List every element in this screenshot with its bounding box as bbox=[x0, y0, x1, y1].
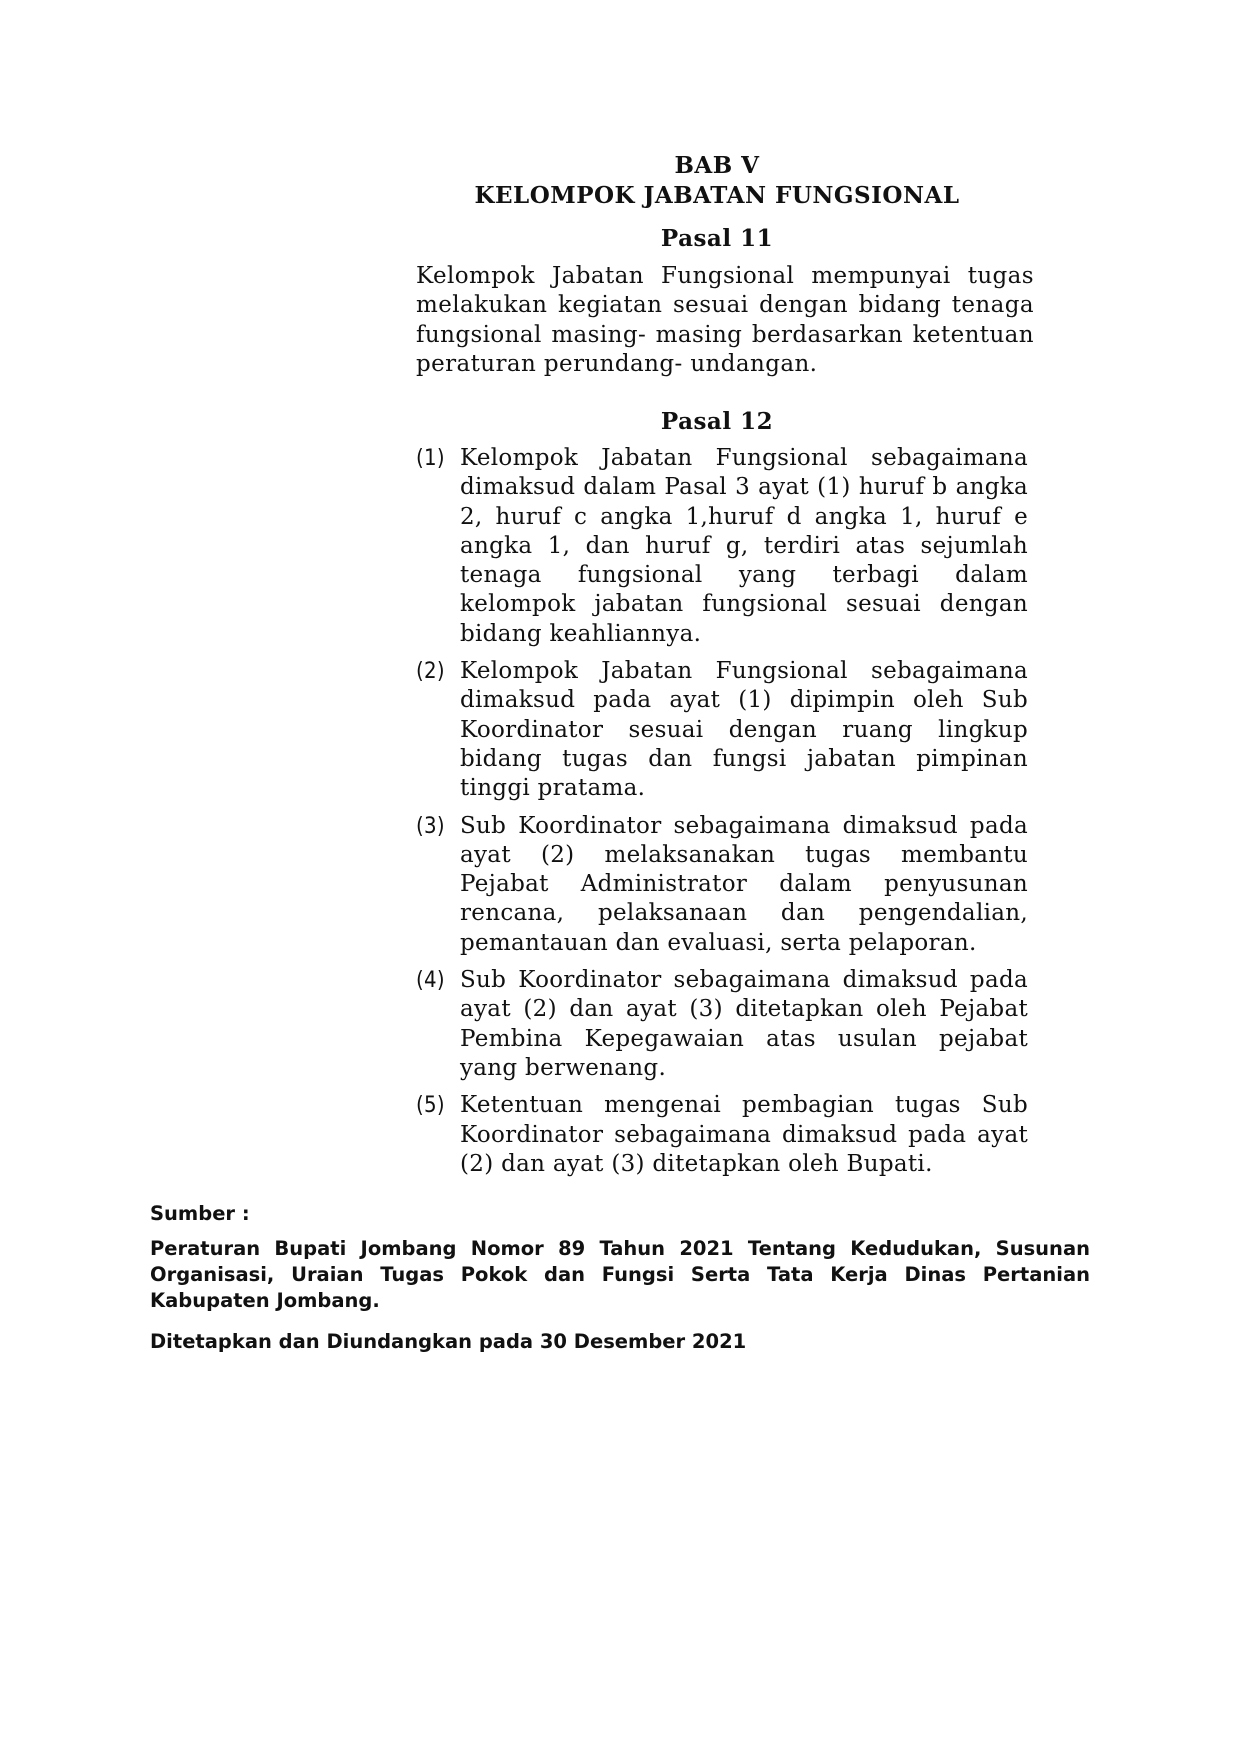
article-12-heading: Pasal 12 bbox=[660, 408, 774, 435]
source-label: Sumber : bbox=[150, 1202, 250, 1225]
clause-text: Sub Koordinator sebagaimana dimaksud pada ayat (2) melaksanakan tugas membantu Pejabat Administrator dalam penyusunan rencana, pelaksanaan dan pengendalian, pemantauan dan evaluasi, serta pelaporan. bbox=[460, 812, 1028, 956]
clause-number: (5) bbox=[416, 1093, 445, 1119]
chapter-title: KELOMPOK JABATAN FUNGSIONAL bbox=[474, 182, 960, 209]
clause-text: Sub Koordinator sebagaimana dimaksud pada ayat (2) dan ayat (3) ditetapkan oleh Pejabat Pembina Kepegawaian atas usulan pejabat yang berwenang. bbox=[460, 967, 1028, 1081]
clause-text: Kelompok Jabatan Fungsional sebagaimana dimaksud dalam Pasal 3 ayat (1) huruf b angka 2, huruf c angka 1,huruf d angka 1, huruf e angka 1, dan huruf g, terdiri atas sejumlah tenaga fungsional yang terbagi dalam kelompok jabatan fungsional sesuai dengan bidang keahliannya. bbox=[460, 445, 1028, 647]
clause-item bbox=[416, 1091, 1028, 1179]
clause-item bbox=[416, 444, 1028, 649]
source-citation: Peraturan Bupati Jombang Nomor 89 Tahun 2021 Tentang Kedudukan, Susunan Organisasi, Uraian Tugas Pokok dan Fungsi Serta Tata Kerja Dinas Pertanian Kabupaten Jombang. bbox=[150, 1237, 1090, 1312]
article-12-clauses bbox=[416, 444, 1028, 1187]
clause-text: Kelompok Jabatan Fungsional sebagaimana dimaksud pada ayat (1) dipimpin oleh Sub Koordinator sesuai dengan ruang lingkup bidang tugas dan fungsi jabatan pimpinan tinggi pratama. bbox=[460, 658, 1028, 802]
chapter-number: BAB V bbox=[674, 152, 760, 179]
clause-text: Ketentuan mengenai pembagian tugas Sub Koordinator sebagaimana dimaksud pada ayat (2) dan ayat (3) ditetapkan oleh Bupati. bbox=[460, 1092, 1028, 1177]
article-11-text: Kelompok Jabatan Fungsional mempunyai tugas melakukan kegiatan sesuai dengan bidang tenaga fungsional masing- masing berdasarkan ketentuan peraturan perundang- undangan. bbox=[416, 263, 1034, 377]
clause-item bbox=[416, 812, 1028, 958]
clause-item bbox=[416, 966, 1028, 1083]
clause-number: (3) bbox=[416, 813, 445, 839]
article-11-heading: Pasal 11 bbox=[660, 225, 774, 252]
clause-number: (2) bbox=[416, 659, 445, 685]
clause-number: (4) bbox=[416, 968, 445, 994]
clause-item bbox=[416, 657, 1028, 803]
clause-number: (1) bbox=[416, 446, 445, 471]
source-date: Ditetapkan dan Diundangkan pada 30 Desember 2021 bbox=[150, 1330, 747, 1353]
